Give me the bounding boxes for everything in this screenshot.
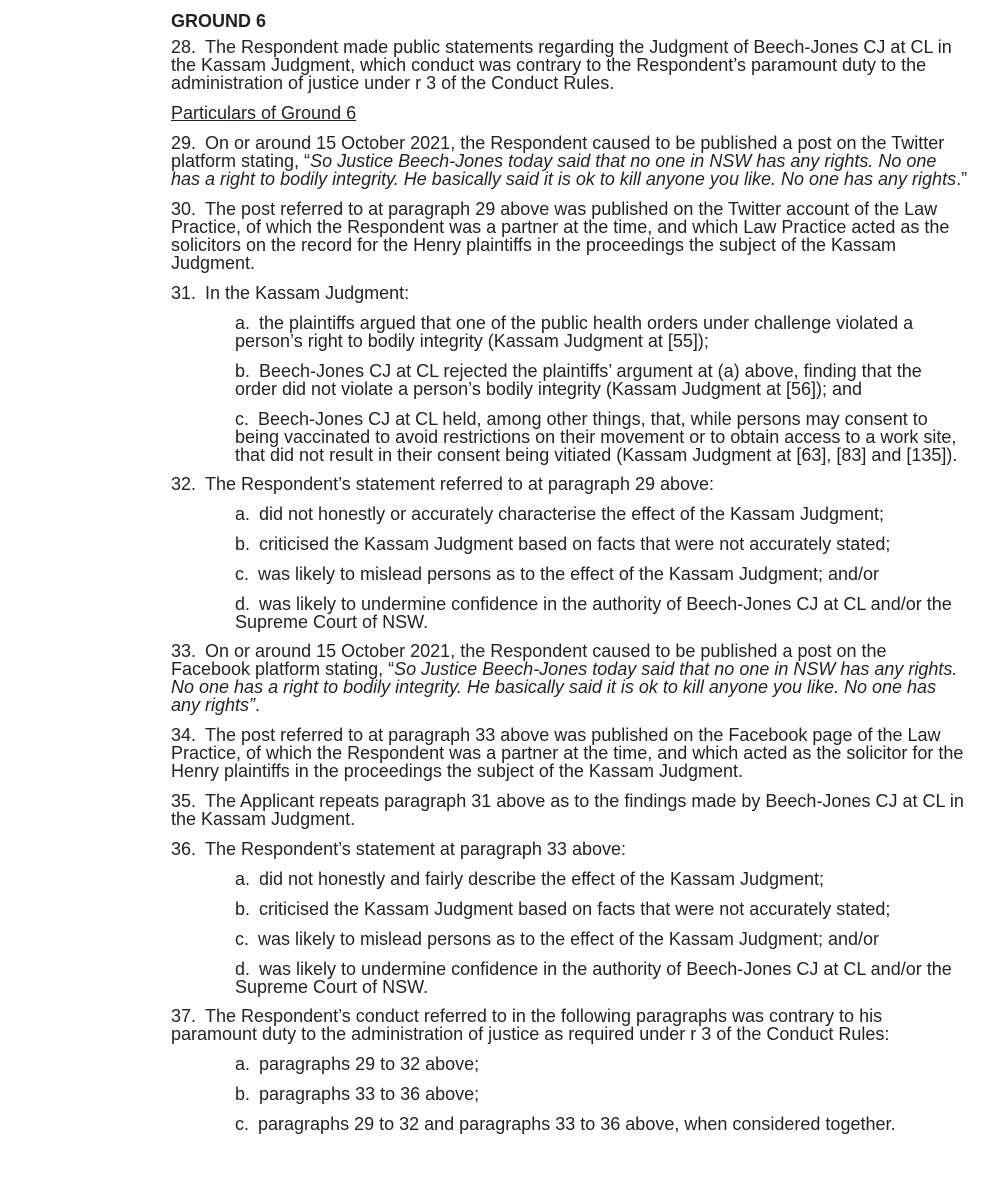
item-letter: a.	[235, 1054, 251, 1074]
paragraph-text: The post referred to at paragraph 33 above was published on the Facebook page of the Law Practice, of which the Respondent was a partner at the time, and which acted as the solicitor for the Henry plaintiffs in the proceedings the subject of the Kassam Judgment.	[171, 725, 964, 781]
paragraph-text-end: .”	[956, 169, 968, 189]
list-item	[235, 960, 968, 996]
item-letter: b.	[235, 534, 251, 554]
item-text: did not honestly and fairly describe the effect of the Kassam Judgment;	[259, 869, 825, 889]
list-item	[235, 1055, 968, 1073]
paragraph-31	[171, 284, 968, 302]
paragraph-number: 33.	[171, 641, 197, 661]
list-item	[235, 565, 968, 583]
paragraph-number: 32.	[171, 474, 197, 494]
item-letter: a.	[235, 869, 251, 889]
item-text: criticised the Kassam Judgment based on facts that were not accurately stated;	[259, 534, 891, 554]
item-text: was likely to undermine confidence in the authority of Beech-Jones CJ at CL and/or the Supreme Court of NSW.	[235, 594, 952, 632]
item-letter: b.	[235, 361, 251, 381]
paragraph-36	[171, 840, 968, 858]
paragraph-text-end: .	[255, 695, 261, 715]
ground-heading: GROUND 6	[171, 11, 267, 31]
paragraph-number: 34.	[171, 725, 197, 745]
item-letter: c.	[235, 1114, 250, 1134]
paragraph-text: The Respondent made public statements regarding the Judgment of Beech-Jones CJ at CL in the Kassam Judgment, which conduct was contrary to the Respondent’s paramount duty to the administration of justice under r 3 of the Conduct Rules.	[171, 37, 952, 93]
item-text: the plaintiffs argued that one of the public health orders under challenge violated a person’s right to bodily integrity (Kassam Judgment at [55]);	[235, 313, 914, 351]
list-item	[235, 595, 968, 631]
paragraph-29	[171, 134, 968, 188]
paragraph-text: The Applicant repeats paragraph 31 above as to the findings made by Beech-Jones CJ at CL in the Kassam Judgment.	[171, 791, 964, 829]
item-text: was likely to undermine confidence in the authority of Beech-Jones CJ at CL and/or the Supreme Court of NSW.	[235, 959, 952, 997]
list-item	[235, 410, 968, 464]
paragraph-31-items	[235, 314, 968, 464]
quoted-post: So Justice Beech-Jones today said that no one in NSW has any rights. No one has a right to bodily integrity. He basically said it is ok to kill anyone you like. No one has any rights	[171, 151, 957, 189]
paragraph-number: 30.	[171, 199, 197, 219]
paragraph-number: 31.	[171, 283, 197, 303]
paragraph-30	[171, 200, 968, 272]
paragraph-number: 37.	[171, 1006, 197, 1026]
item-letter: a.	[235, 504, 251, 524]
item-text: paragraphs 29 to 32 above;	[259, 1054, 480, 1074]
list-item	[235, 900, 968, 918]
list-item	[235, 1085, 968, 1103]
list-item	[235, 930, 968, 948]
item-text: paragraphs 33 to 36 above;	[259, 1084, 480, 1104]
paragraph-text: In the Kassam Judgment:	[205, 283, 410, 303]
paragraph-text: On or around 15 October 2021, the Respondent caused to be published a post on the Facebook platform stating, “	[171, 641, 887, 679]
paragraph-37	[171, 1007, 968, 1043]
item-text: Beech-Jones CJ at CL rejected the plaintiffs’ argument at (a) above, finding that the order did not violate a person’s bodily integrity (Kassam Judgment at [56]); and	[235, 361, 922, 399]
item-letter: d.	[235, 594, 251, 614]
item-text: was likely to mislead persons as to the effect of the Kassam Judgment; and/or	[258, 564, 880, 584]
paragraph-28	[171, 38, 968, 92]
list-item	[235, 314, 968, 350]
quoted-post: So Justice Beech-Jones today said that no one in NSW has any rights. No one has a right to bodily integrity. He basically said it is ok to kill anyone you like. No one has any rights”	[171, 659, 958, 715]
item-letter: c.	[235, 929, 250, 949]
item-text: paragraphs 29 to 32 and paragraphs 33 to 36 above, when considered together.	[258, 1114, 896, 1134]
item-letter: b.	[235, 1084, 251, 1104]
paragraph-text: The post referred to at paragraph 29 above was published on the Twitter account of the Law Practice, of which the Respondent was a partner at the time, and which Law Practice acted as the solicitors on the record for the Henry plaintiffs in the proceedings the subject of the Kassam Judgment.	[171, 199, 950, 273]
paragraph-number: 29.	[171, 133, 197, 153]
item-letter: c.	[235, 564, 250, 584]
item-letter: a.	[235, 313, 251, 333]
paragraph-37-items	[235, 1055, 968, 1133]
item-text: criticised the Kassam Judgment based on facts that were not accurately stated;	[259, 899, 891, 919]
item-text: did not honestly or accurately characterise the effect of the Kassam Judgment;	[259, 504, 885, 524]
paragraph-32	[171, 475, 968, 493]
paragraph-number: 28.	[171, 37, 197, 57]
list-item	[235, 362, 968, 398]
paragraph-36-items	[235, 870, 968, 996]
paragraph-32-items	[235, 505, 968, 631]
paragraph-text: The Respondent’s conduct referred to in the following paragraphs was contrary to his paramount duty to the administration of justice as required under r 3 of the Conduct Rules:	[171, 1006, 890, 1044]
paragraph-text: The Respondent’s statement referred to at paragraph 29 above:	[205, 474, 715, 494]
paragraph-33	[171, 642, 968, 714]
paragraph-text: On or around 15 October 2021, the Respondent caused to be published a post on the Twitter platform stating, “	[171, 133, 945, 171]
list-item	[235, 1115, 968, 1133]
list-item	[235, 505, 968, 523]
paragraph-text: The Respondent’s statement at paragraph 33 above:	[205, 839, 626, 859]
particulars-label: Particulars of Ground 6	[171, 103, 357, 123]
paragraph-number: 36.	[171, 839, 197, 859]
item-text: was likely to mislead persons as to the effect of the Kassam Judgment; and/or	[258, 929, 880, 949]
item-text: Beech-Jones CJ at CL held, among other things, that, while persons may consent to being vaccinated to avoid restrictions on their movement or to obtain access to a work site, that did not result in their consent being vitiated (Kassam Judgment at [63], [83] and [135]).	[235, 409, 958, 465]
paragraph-34	[171, 726, 968, 780]
list-item	[235, 535, 968, 553]
item-letter: b.	[235, 899, 251, 919]
paragraph-number: 35.	[171, 791, 197, 811]
item-letter: d.	[235, 959, 251, 979]
list-item	[235, 870, 968, 888]
paragraph-35	[171, 792, 968, 828]
item-letter: c.	[235, 409, 250, 429]
